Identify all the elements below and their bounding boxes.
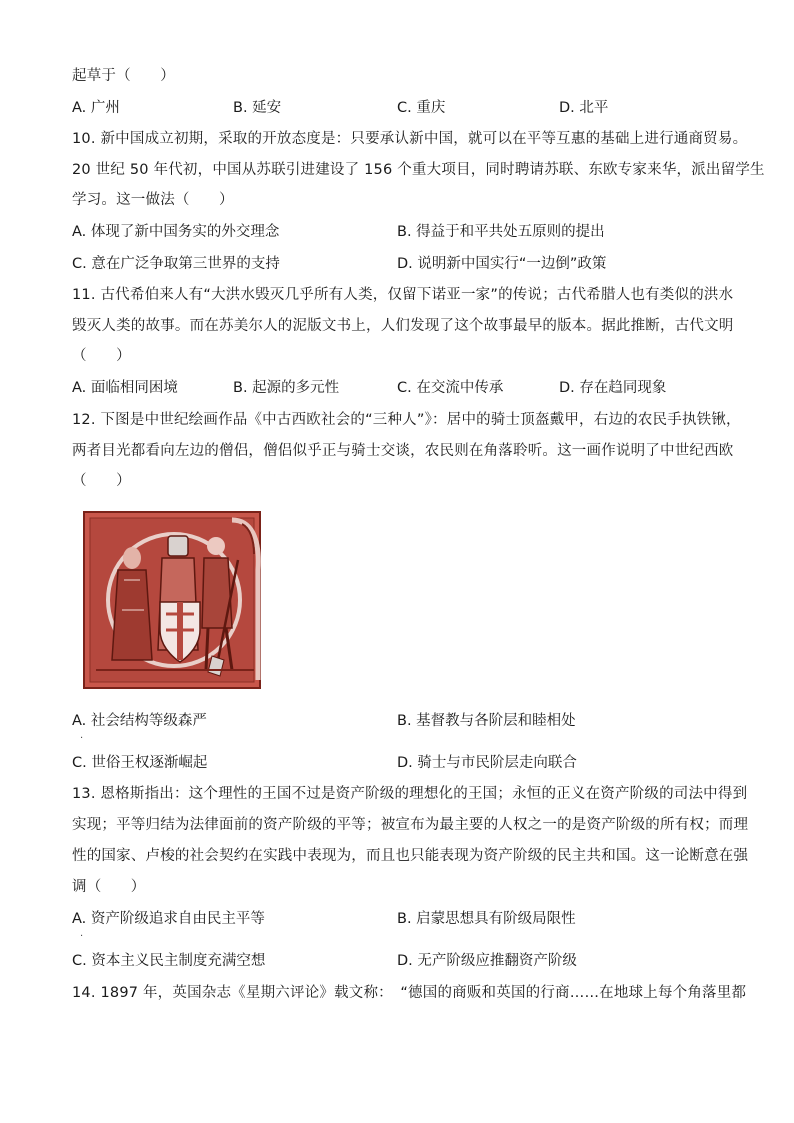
q9-option-d: D. 北平 xyxy=(559,100,609,116)
q10-stem-line-1: 10. 新中国成立初期，采取的开放态度是：只要承认新中国，就可以在平等互惠的基础上进行通商贸易。 xyxy=(72,131,748,147)
q10-option-c: C. 意在广泛争取第三世界的支持 xyxy=(72,256,280,272)
q10-stem-line-3: 学习。这一做法（ ） xyxy=(72,192,234,208)
q11-option-d: D. 存在趋同现象 xyxy=(559,380,667,396)
q13-option-b: B. 启蒙思想具有阶级局限性 xyxy=(397,911,576,927)
q13-option-c: C. 资本主义民主制度充满空想 xyxy=(72,953,266,969)
q10-option-a: A. 体现了新中国务实的外交理念 xyxy=(72,224,280,240)
q13-stem-line-3: 性的国家、卢梭的社会契约在实践中表现为，而且也只能表现为资产阶级的民主共和国。这一论断意在强 xyxy=(72,848,749,864)
q11-option-a: A. 面临相同困境 xyxy=(72,380,178,396)
q9-option-c: C. 重庆 xyxy=(397,100,446,116)
q12-option-d: D. 骑士与市民阶层走向联合 xyxy=(397,755,577,771)
q13-option-a: A. 资产阶级追求自由民主平等 xyxy=(72,911,265,927)
q12-stem-line-3: （ ） xyxy=(72,473,131,489)
q12-stem-line-1: 12. 下图是中世纪绘画作品《中古西欧社会的“三种人”》：居中的骑士顶盔戴甲，右边的农民手执铁锹， xyxy=(72,412,741,428)
q13-option-d: D. 无产阶级应推翻资产阶级 xyxy=(397,953,577,969)
q11-option-b: B. 起源的多元性 xyxy=(233,380,340,396)
q9-stem-tail: 起草于（ ） xyxy=(72,68,175,84)
q13-stem-line-4: 调（ ） xyxy=(72,879,146,895)
q14-stem-line-1: 14. 1897 年，英国杂志《星期六评论》载文称： “德国的商贩和英国的行商……在地球上每个角落里都 xyxy=(72,985,747,1001)
q9-option-b: B. 延安 xyxy=(233,100,282,116)
q11-stem-line-1: 11. 古代希伯来人有“大洪水毁灭几乎所有人类，仅留下诺亚一家”的传说；古代希腊人也有类似的洪水 xyxy=(72,287,734,303)
q11-option-c: C. 在交流中传承 xyxy=(397,380,504,396)
emphasis-dot: · xyxy=(80,931,84,942)
medieval-three-orders-illustration xyxy=(82,510,268,692)
q10-option-b: B. 得益于和平共处五原则的提出 xyxy=(397,224,605,240)
q12-option-b: B. 基督教与各阶层和睦相处 xyxy=(397,713,576,729)
q9-option-a: A. 广州 xyxy=(72,100,120,116)
q12-stem-line-2: 两者目光都看向左边的僧侣，僧侣似乎正与骑士交谈，农民则在角落聆听。这一画作说明了中世纪西欧 xyxy=(72,443,734,459)
q12-option-c: C. 世俗王权逐渐崛起 xyxy=(72,755,208,771)
q13-stem-line-1: 13. 恩格斯指出：这个理性的王国不过是资产阶级的理想化的王国；永恒的正义在资产阶级的司法中得到 xyxy=(72,786,748,802)
q11-stem-line-3: （ ） xyxy=(72,348,131,364)
emphasis-dot: · xyxy=(80,733,84,744)
q10-option-d: D. 说明新中国实行“一边倒”政策 xyxy=(397,256,607,272)
q11-stem-line-2: 毁灭人类的故事。而在苏美尔人的泥版文书上，人们发现了这个故事最早的版本。据此推断，古代文明 xyxy=(72,318,734,334)
q13-stem-line-2: 实现；平等归结为法律面前的资产阶级的平等；被宣布为最主要的人权之一的是资产阶级的所有权；而理 xyxy=(72,817,749,833)
q10-stem-line-2: 20 世纪 50 年代初，中国从苏联引进建设了 156 个重大项目，同时聘请苏联、东欧专家来华，派出留学生 xyxy=(72,162,765,178)
q12-option-a: A. 社会结构等级森严 xyxy=(72,713,207,729)
